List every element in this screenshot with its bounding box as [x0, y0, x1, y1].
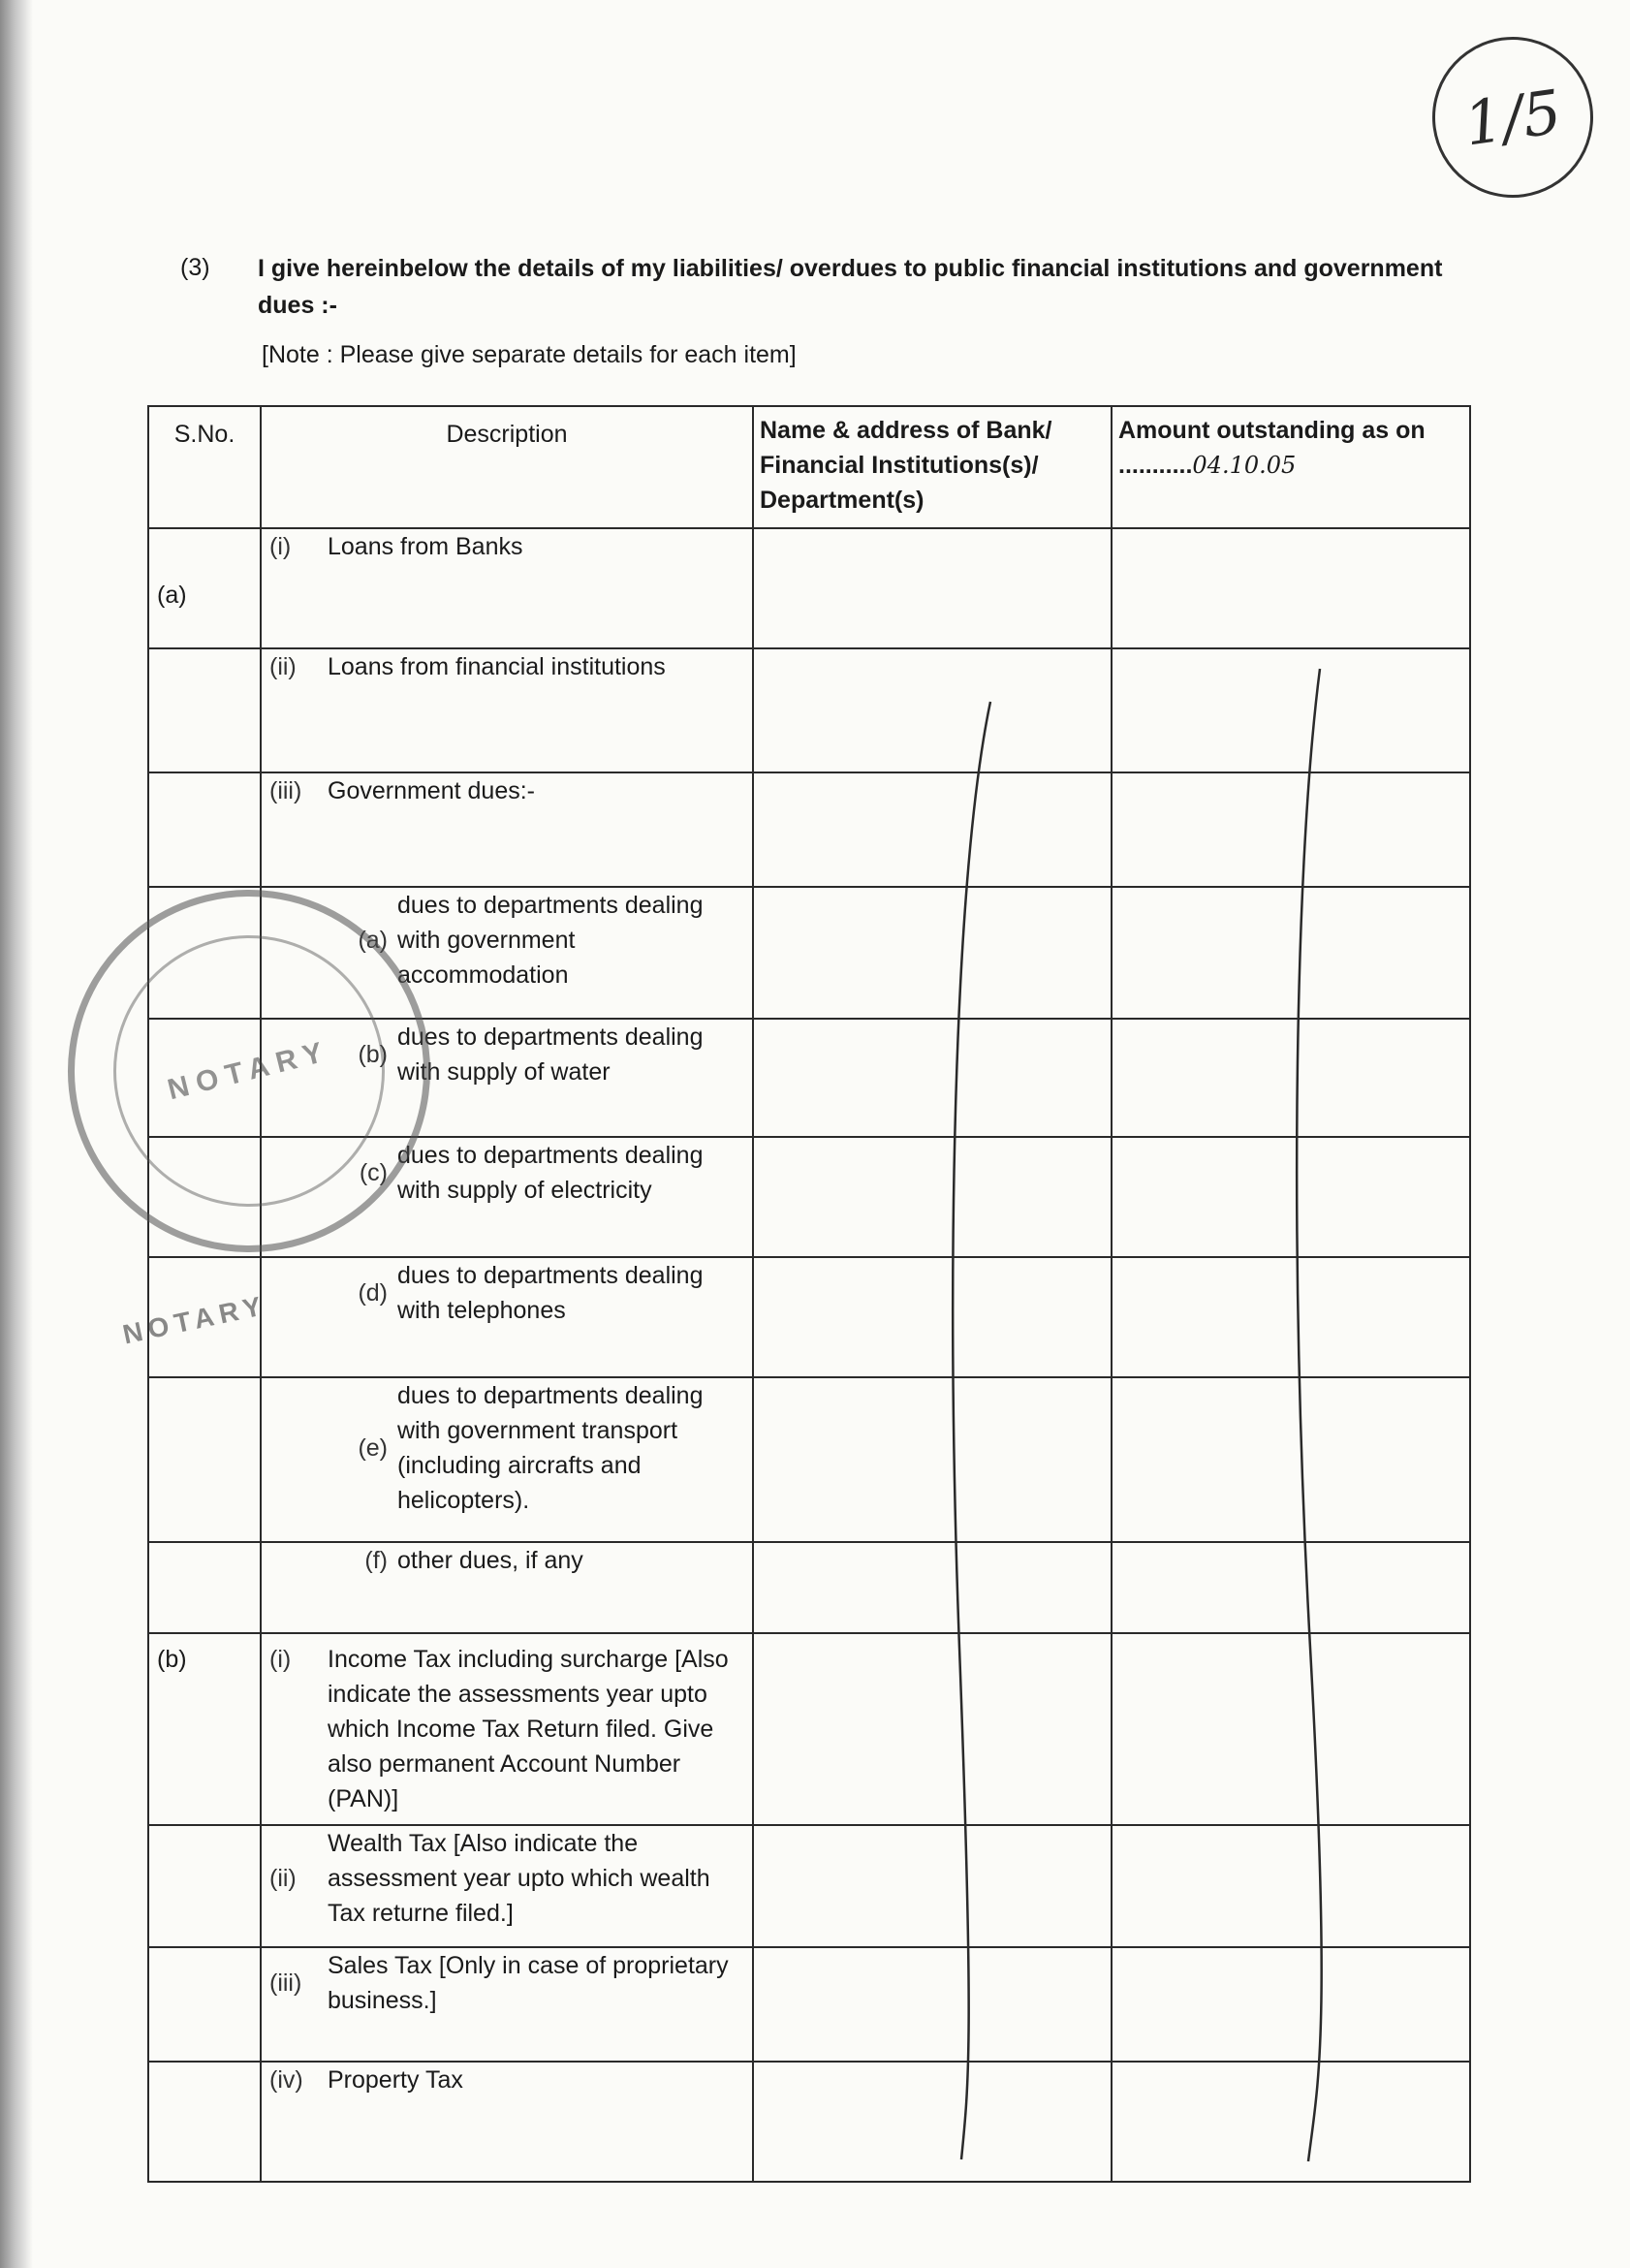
row-text: Income Tax including surcharge [Also indicate the assessments year upto which Income Tax Return filed. Give also permanent Account Number (PAN)] [328, 1646, 729, 1812]
row-label: (iii) [269, 1969, 302, 1997]
header-bank: Name & address of Bank/ Financial Institutions(s)/ Department(s) [753, 406, 1112, 528]
row-text: Wealth Tax [Also indicate the assessment year upto which wealth Tax returne filed.] [328, 1830, 710, 1927]
amount-column-stroke [1297, 669, 1321, 2161]
row-text: dues to departments dealing with government transport (including aircrafts and helicopters). [397, 1382, 704, 1514]
row-sublabel: (f) [364, 1547, 388, 1574]
header-amount-dots: ........... [1118, 452, 1193, 479]
row-text: dues to departments dealing with supply of water [397, 1024, 704, 1086]
row-label: (iii) [269, 777, 302, 804]
row-label: (ii) [269, 653, 297, 680]
row-text: Sales Tax [Only in case of proprietary business.] [328, 1952, 729, 2014]
section-number: (3) [180, 254, 210, 281]
row-text: other dues, if any [397, 1547, 583, 1574]
notary-stamp: NOTARY [29, 851, 468, 1290]
row-sublabel: (e) [358, 1434, 388, 1462]
section-note: [Note : Please give separate details for each item] [262, 341, 797, 368]
header-sno: S.No. [148, 406, 261, 528]
row-label: (i) [269, 1646, 292, 1673]
row-sublabel: (c) [359, 1159, 388, 1186]
row-label: (i) [269, 533, 292, 560]
row-label: (iv) [269, 2066, 303, 2094]
bank-column-stroke [953, 702, 990, 2159]
page-number-mark: 1/5 [1422, 26, 1603, 207]
row-sublabel: (b) [358, 1041, 388, 1068]
section-intro: I give hereinbelow the details of my liabilities/ overdues to public financial institutions and government dues :- [258, 255, 1443, 319]
row-sublabel: (a) [358, 927, 388, 954]
row-text: Loans from financial institutions [328, 653, 666, 680]
header-amount-label: Amount outstanding as on [1118, 417, 1426, 444]
row-sno: (a) [148, 528, 261, 648]
row-text: dues to departments dealing with supply of electricity [397, 1142, 704, 1204]
row-sno: (b) [148, 1633, 261, 1825]
row-text: Government dues:- [328, 777, 535, 804]
row-label: (ii) [269, 1865, 297, 1892]
row-text: dues to departments dealing with government accommodation [397, 892, 704, 989]
header-description: Description [261, 406, 753, 528]
header-amount-date: 04.10.05 [1192, 452, 1297, 479]
notary-signature-stamp: NOTARY [119, 1289, 270, 1350]
row-sublabel: (d) [358, 1279, 388, 1307]
row-text: dues to departments dealing with telephones [397, 1262, 704, 1324]
row-text: Property Tax [328, 2066, 463, 2094]
row-text: Loans from Banks [328, 533, 523, 560]
